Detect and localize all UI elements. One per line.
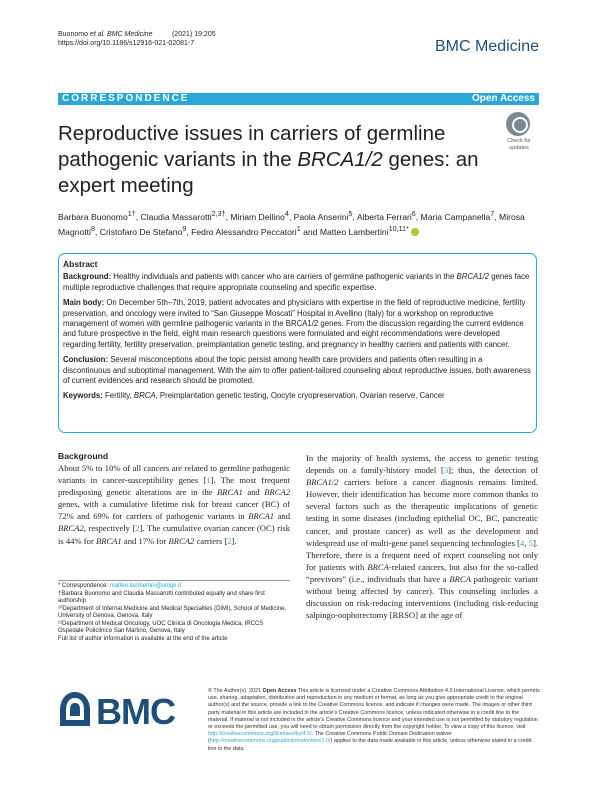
reference-link[interactable]: 2 bbox=[135, 523, 140, 534]
author[interactable]: Alberta Ferrari$^6$ bbox=[356, 210, 416, 222]
bmc-logo-icon bbox=[58, 690, 92, 734]
article-title: Reproductive issues in carriers of germline pathogenic variants in the BRCA1/2 genes: an expert meeting bbox=[58, 122, 479, 197]
abstract-conclusion: Conclusion: Several misconceptions about the topic persist among health care providers and patients often resulting in a discontinuous and suboptimal management. With the aim to offer patient-tailored counseling about reproductive issues, both awareness of current evidences and research should be promoted. bbox=[63, 355, 531, 386]
license-link[interactable]: http://creativecommons.org/licenses/by/4.0/ bbox=[208, 731, 312, 738]
doi-link[interactable]: https://doi.org/10.1186/s12916-021-02081-7 bbox=[58, 40, 195, 47]
reference-link[interactable]: 4 bbox=[520, 537, 525, 548]
citation-line: Buonomo et al. BMC Medicine (2021) 19:205 bbox=[58, 31, 216, 38]
author[interactable]: Matteo Lambertini$^{10,11*}$ bbox=[319, 224, 409, 237]
author[interactable]: Cristofaro De Stefano$^9$ bbox=[99, 224, 187, 237]
reference-link[interactable]: 5 bbox=[528, 537, 533, 548]
author-list: Barbara Buonomo$^{1\dagger}$, Claudia Massarotti$^{2,3\dagger}$, Miriam Dellino$^4$, Paola Anserini$^5$, Alberta Ferrari$^6$, Maria Campanella$^7$, Mirosa Magnotti$^8$, Cristofaro De Stefano$^9$, Fedro Alessandro Peccatori$^1$ and Matteo Lambertini$^{10,11*}$ bbox=[58, 210, 525, 237]
author[interactable]: Mirosa Magnotti$^8$ bbox=[58, 211, 525, 237]
author[interactable]: Barbara Buonomo$^{1\dagger}$ bbox=[58, 210, 136, 222]
reference-link[interactable]: 3 bbox=[443, 465, 449, 476]
article-type-label: CORRESPONDENCE bbox=[62, 93, 190, 104]
update-icon bbox=[506, 112, 530, 136]
abstract-box bbox=[58, 253, 537, 433]
author[interactable]: Miriam Dellino$^4$ bbox=[230, 210, 289, 222]
author[interactable]: Fedro Alessandro Peccatori$^1$ bbox=[191, 224, 301, 237]
abstract-keywords: Keywords: Fertility, BRCA, Preimplantation genetic testing, Oocyte cryopreservation, Ovarian reserve, Cancer bbox=[63, 391, 445, 401]
correspondence-email[interactable]: matteo.lambertini@unige.it bbox=[109, 583, 182, 589]
abstract-main-body: Main body: On December 5th–7th, 2019, patient advocates and physicians with expertise in the field of reproductive medicine, fertility preservation, and oncology were invited to “San Giuseppe Moscati” Hospital in Avellino (Italy) for a workshop on reproductive management of women with germline pathogenic variants in the BRCA1/2 genes. From the discussion regarding the current evidence and future prospective in the field, eight main research questions were formulated and eight recommendations were developed regarding fertility, fertility preservation, preimplantation genetic testing, and pregnancy in healthy carriers and patients with cancer. bbox=[63, 298, 526, 349]
abstract-background: Background: Healthy individuals and patients with cancer who are carriers of germline pathogenic variants in the BRCA1/2 genes face multiple reproductive challenges that require appropriate counseling and specific expertise. bbox=[63, 272, 530, 292]
check-for-updates-badge[interactable]: Check for updates bbox=[497, 112, 541, 152]
author[interactable]: Maria Campanella$^7$ bbox=[420, 210, 495, 222]
body-text-right: In the majority of health systems, the access to genetic testing depends on a family-history model [3]; thus, the detection of BRCA1/2 carriers before a cancer diagnosis remains limited. However, their identification has become more common thanks to several factors such as the therapeutic implications of genetic testing in some diseases (including epithelial OC, BC, pancreatic cancer, and prostate cancer) as well as the development and widespread use of multi-gene panel sequencing technologies [4, 5]. Therefore, there is a frequent need of expert counseling not only for patients with BRCA-related cancers, but also for the so-called “previvors” (i.e., individuals that have a BRCA pathogenic variant without being affected by cancer). This counseling includes a discussion on risk-reducing interventions (including risk-reducing salpingo-oophorectomy [RRSO] at the age of bbox=[306, 453, 538, 621]
orcid-icon[interactable] bbox=[411, 228, 419, 236]
open-access-label: Open Access bbox=[472, 93, 535, 104]
running-header bbox=[58, 30, 216, 48]
journal-name: BMC Medicine bbox=[434, 38, 539, 55]
reference-link[interactable]: 1 bbox=[206, 475, 211, 486]
body-text-left: About 5% to 10% of all cancers are related to germline pathogenic variants in cancer-susceptibility genes [1]. The most frequent predisposing genetic alterations are in the BRCA1 and BRCA2 genes, with a cumulative lifetime risk for breast cancer (BC) of 72% and 69% for carriers of pathogenic variants in BRCA1 and BRCA2, respectively [2]. The cumulative ovarian cancer (OC) risk is 44% for BRCA1 and 17% for BRCA2 carriers [2]. bbox=[58, 463, 291, 546]
abstract-heading: Abstract bbox=[63, 259, 98, 269]
section-heading: Background bbox=[58, 451, 109, 461]
footnotes: * Correspondence: matteo.lambertini@unige.it †Barbara Buonomo and Claudia Massarotti contributed equally and share first authorship ¹⁰Department of Internal Medicine and Medical Specialties (DiMI), School of Medicine, University of Genova, Genova, Italy ¹¹Department of Medical Oncology, UOC Clinica di Oncologia Medica, IRCCS Ospedale Policlinico San Martino, Genova, Italy Full list of author information is available at the end of the article bbox=[58, 583, 287, 642]
waiver-link[interactable]: http://creativecommons.org/publicdomain/zero/1.0/ bbox=[209, 738, 331, 745]
author[interactable]: Claudia Massarotti$^{2,3\dagger}$ bbox=[140, 210, 226, 222]
author[interactable]: Paola Anserini$^5$ bbox=[293, 210, 353, 222]
footnote-divider bbox=[58, 580, 290, 581]
license-text: © The Author(s). 2021 Open Access This article is licensed under a Creative Commons Attribution 4.0 International License, which permits use, sharing, adaptation, distribution and reproduction in any medium or format, as long as you give appropriate credit to the original author(s) and the source, provide a link to the Creative Commons licence, and indicate if changes were made. The images or other third party material in this article are included in the article's Creative Commons licence, unless indicated otherwise in a credit line to the material. If material is not included in the article's Creative Commons licence and your intended use is not permitted by statutory regulation or exceeds the permitted use, you will need to obtain permission directly from the copyright holder. To view a copy of this licence, visit http://creativecommons.org/licenses/by/4.0/. The Creative Commons Public Domain Dedication waiver (http://creativecommons.org/publicdomain/zero/1.0/) applies to the data made available in this article, unless otherwise stated in a credit line to the data. bbox=[208, 688, 540, 752]
bmc-logo[interactable]: BMC bbox=[58, 688, 168, 738]
reference-link[interactable]: 2 bbox=[227, 535, 232, 546]
